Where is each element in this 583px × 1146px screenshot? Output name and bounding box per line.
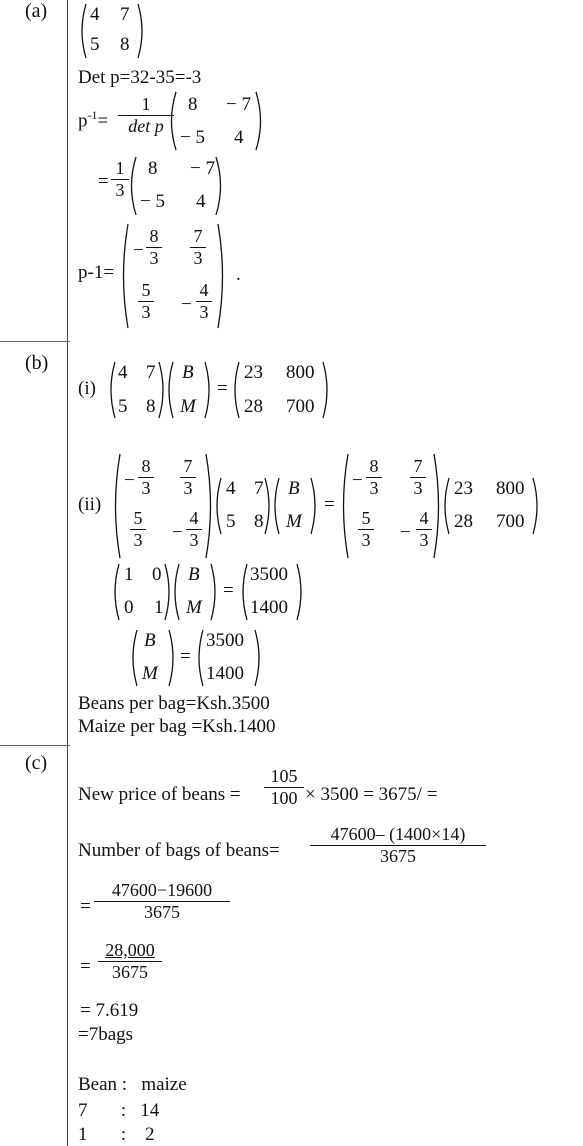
matrix-entry: 4: [118, 362, 128, 383]
equals-sign: =: [98, 171, 109, 192]
equals-sign: =: [217, 378, 228, 399]
matrix-entry: − 7: [226, 94, 251, 115]
new-price-result: × 3500 = 3675/ =: [305, 784, 438, 805]
inverse-entry: $\frac{5}{3}$: [138, 280, 154, 323]
matrix-entry: 5: [226, 511, 236, 532]
matrix-entry: 28: [244, 396, 263, 417]
variable-m: M: [180, 396, 196, 417]
minus-sign: −: [181, 294, 192, 315]
matrix-entry: 0: [152, 564, 162, 585]
bags-label: Number of bags of beans=: [78, 840, 280, 861]
matrix-entry: 0: [124, 597, 134, 618]
item-label: (ii): [78, 494, 102, 515]
matrix-entry: 5: [118, 396, 128, 417]
bags-result: =7bags: [78, 1024, 134, 1045]
inverse-entry: $\frac{4}{3}$: [186, 508, 202, 551]
inverse-entry: $\frac{7}{3}$: [180, 456, 196, 499]
matrix-entry: 8: [148, 158, 158, 179]
variable-b: B: [288, 478, 300, 499]
equals-sign: =: [80, 956, 91, 977]
matrix-entry: − 7: [190, 158, 215, 179]
fraction-bags: $\frac{47600- (1400\times 14)}{3675}$: [310, 824, 486, 867]
matrix-entry: − 5: [180, 127, 205, 148]
equals-sign: =: [324, 494, 335, 515]
decimal-result: = 7.619: [80, 1000, 139, 1021]
matrix-entry: 800: [496, 478, 525, 499]
matrix-entry: 7: [120, 4, 130, 25]
maize-price-line: Maize per bag =Ksh.1400: [78, 716, 276, 737]
matrix-entry: 8: [146, 396, 156, 417]
inverse-label: $p^{-1}=$: [78, 108, 109, 132]
matrix-entry: 28: [454, 511, 473, 532]
equals-sign: =: [80, 896, 91, 917]
inverse-entry: $\frac{8}{3}$: [138, 456, 154, 499]
minus-sign: −: [133, 240, 144, 261]
part-a-label: (a): [25, 0, 48, 22]
variable-b: B: [188, 564, 200, 585]
matrix-entry: 7: [146, 362, 156, 383]
matrix-entry: 7: [254, 478, 264, 499]
ratio-row: 7 : 14: [78, 1100, 160, 1121]
determinant-line: Det p=32-35=-3: [78, 67, 202, 88]
matrix-entry: 700: [496, 511, 525, 532]
beans-price-line: Beans per bag=Ksh.3500: [78, 693, 270, 714]
ratio-row: 1 : 2: [78, 1124, 155, 1145]
variable-m: M: [142, 663, 158, 684]
part-b-label: (b): [25, 352, 49, 374]
matrix-entry: 3500: [250, 564, 288, 585]
matrix-entry: 23: [244, 362, 263, 383]
fraction-105-100: $\frac{105}{100}$: [264, 766, 304, 809]
matrix-entry: 8: [120, 34, 130, 55]
matrix-paren: [106, 360, 168, 420]
fraction-step2: $\frac{47600-19600}{3675}$: [94, 880, 230, 923]
margin-rule: [67, 0, 68, 1146]
matrix-entry: 8: [188, 94, 198, 115]
inverse-entry: $\frac{8}{3}$: [146, 226, 162, 269]
new-price-label: New price of beans =: [78, 784, 241, 805]
inverse-entry: $\frac{5}{3}$: [130, 508, 146, 551]
inverse-entry: $\frac{4}{3}$: [196, 280, 212, 323]
matrix-entry: 1400: [250, 597, 288, 618]
matrix-entry: − 5: [140, 191, 165, 212]
matrix-entry: 3500: [206, 630, 244, 651]
minus-sign: −: [352, 470, 363, 491]
minus-sign: −: [172, 522, 183, 543]
ratio-header: Bean : maize: [78, 1074, 187, 1095]
section-divider-b: [0, 341, 70, 342]
inverse-entry: $\frac{8}{3}$: [366, 456, 382, 499]
trailing-dot: .: [236, 264, 241, 285]
equals-sign: =: [180, 646, 191, 667]
inverse-entry: $\frac{7}{3}$: [190, 226, 206, 269]
matrix-entry: 4: [196, 191, 206, 212]
matrix-entry: 5: [90, 34, 100, 55]
equals-sign: =: [223, 580, 234, 601]
inverse-entry: $\frac{4}{3}$: [416, 508, 432, 551]
fraction-one-third: $\frac{1}{3}$: [111, 158, 129, 201]
fraction-one-over-det: 1 det p: [118, 94, 174, 137]
inverse-entry: $\frac{7}{3}$: [410, 456, 426, 499]
matrix-entry: 800: [286, 362, 315, 383]
matrix-entry: 1: [124, 564, 134, 585]
inverse-entry: $\frac{5}{3}$: [358, 508, 374, 551]
matrix-entry: 1: [154, 597, 164, 618]
variable-m: M: [186, 597, 202, 618]
fraction-step3: $\frac{28,000}{3675}$: [98, 940, 162, 983]
matrix-entry: 4: [226, 478, 236, 499]
matrix-paren: [110, 562, 174, 622]
part-c-label: (c): [25, 752, 48, 774]
matrix-paren: [77, 2, 147, 60]
matrix-paren: [212, 476, 274, 536]
inverse-label: p-1=: [78, 262, 115, 283]
section-divider-c: [0, 745, 70, 746]
matrix-entry: 4: [234, 127, 244, 148]
minus-sign: −: [400, 522, 411, 543]
variable-b: B: [182, 362, 194, 383]
variable-b: B: [144, 630, 156, 651]
matrix-entry: 23: [454, 478, 473, 499]
matrix-entry: 4: [90, 4, 100, 25]
matrix-entry: 8: [254, 511, 264, 532]
matrix-entry: 1400: [206, 663, 244, 684]
item-label: (i): [78, 378, 96, 399]
matrix-entry: 700: [286, 396, 315, 417]
minus-sign: −: [124, 470, 135, 491]
variable-m: M: [286, 511, 302, 532]
